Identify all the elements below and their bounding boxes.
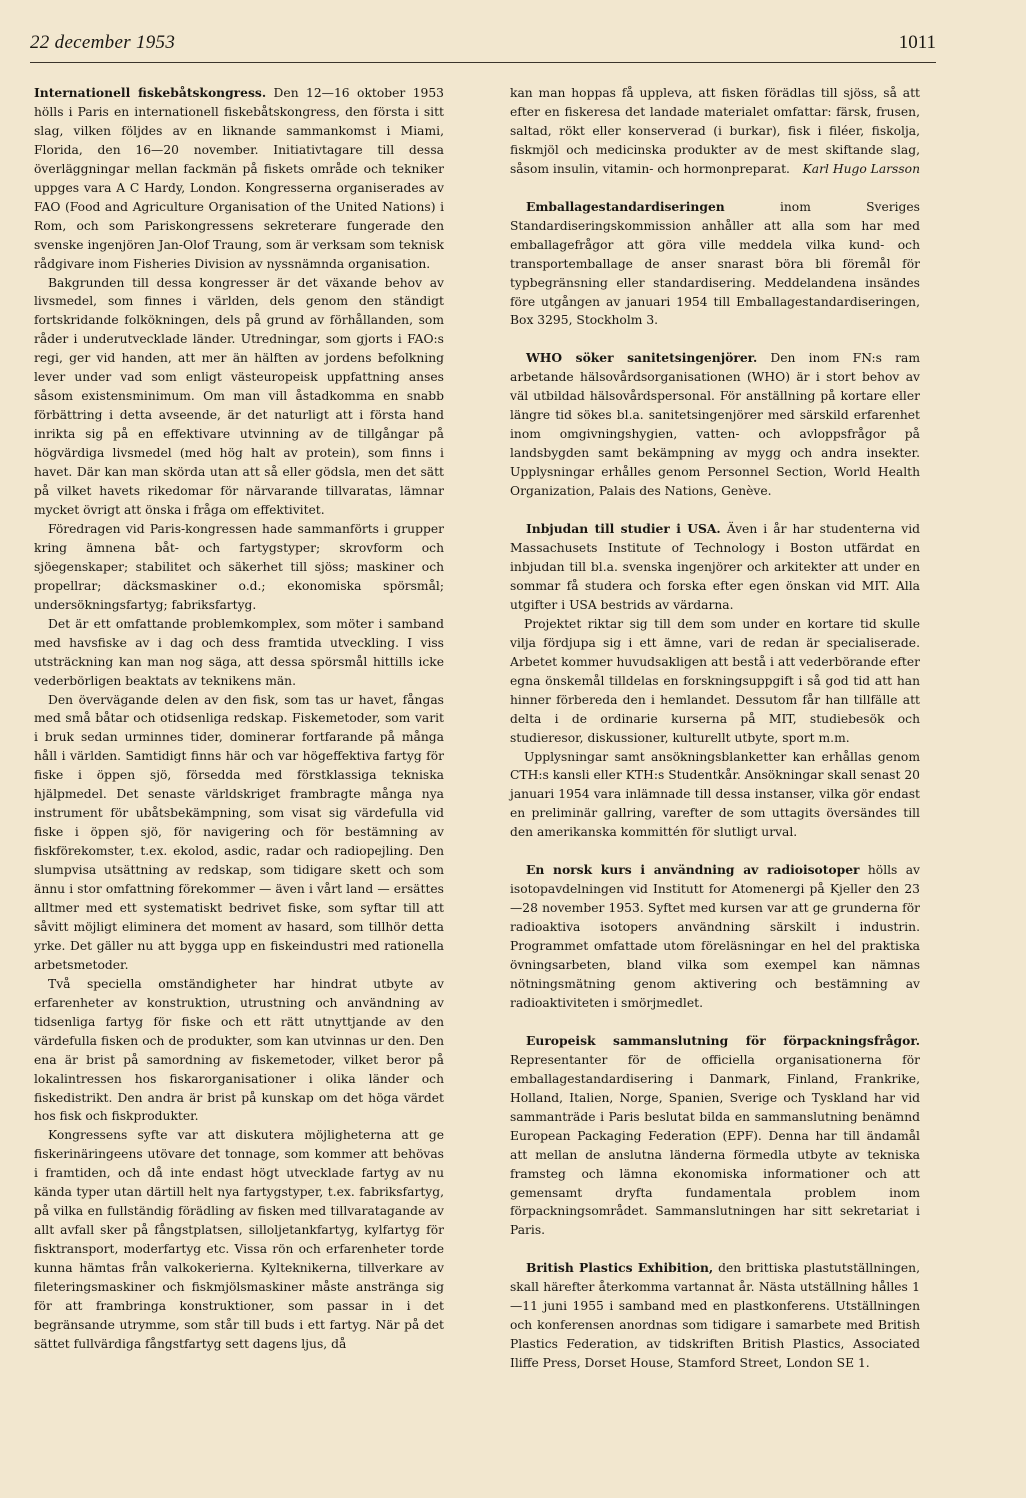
news-lead: Emballagestandardiseringen inom Sveriges Standardiseringskommission anhåller att alla som har med emballagefrågor att göra ville meddela vilka kund- och transportemballage de anser snarast böra bli föremål för typbegränsning eller standardisering. Meddelandena insändes före utgången av januari 1954 till Emballagestandardiseringen, Box 3295, Stockholm 3. xyxy=(510,198,920,328)
news-lead: WHO söker sanitetsingenjörer. Den inom FN:s ram arbetande hälsovårdsorganisationen (WHO) är i stort behov av väl utbildad hälsovårdspersonal. För anställning på kortare eller längre tid sökes bl.a. sanitetsingenjörer med särskild erfarenhet inom omgivningshygien, vatten- och avloppsfrågor på landsbygden samt bekämpning av mygg och andra insekter. Upplysningar erhålles genom Personnel Section, World Health Organization, Palais des Nations, Genève. xyxy=(510,350,920,499)
news-lead: En norsk kurs i användning av radioisotoper hölls av isotopavdelningen vid Institutt for Atomenergi på Kjeller den 23—28 november 1953. Syftet med kursen var att ge grunderna för radioaktiva isotopers användning särskilt i industrin. Programmet omfattade utom föreläsningar en hel del praktiska övningsarbeten, bland vilka som exempel kan nämnas nötningsmätning genom aktivering och bestämning av radioaktiviteten i smörjmedlet. xyxy=(510,862,920,1010)
left-column xyxy=(34,84,444,1354)
article-paragraph: Bakgrunden till dessa kongresser är det växande behov av livsmedel, som finnes i världen, dels genom den ständigt fortskridande folkökningen, dels på grund av förhållanden, som råder i underutvecklade länder. Utredningar, som gjorts i FAO:s regi, ger vid handen, att mer än hälften av jordens befolkning lever under vad som enligt västeuropeisk uppfattning anses såsom existensminimum. Om man vill åstadkomma en snabb förbättring i detta avseende, är det naturligt att i första hand inrikta sig på en effektivare utvinning av de tillgångar på högvärdiga livsmedel (med hög halt av protein), som finns i havet. Där kan man skörda utan att så eller gödsla, men det sätt på vilket havets rikedomar för närvarande tillvaratas, lämnar mycket övrigt att önska i fråga om effektivitet. xyxy=(34,275,444,517)
news-item xyxy=(510,198,920,331)
news-paragraph: Projektet riktar sig till dem som under en kortare tid skulle vilja fördjupa sig i ett ämne, vari de redan är specialiserade. Arbetet kommer huvudsakligen att bestå i att vederbörande efter egna önskemål tilldelas en forskningsuppgift i så god tid att han hinner förbereda den i hemlandet. Dessutom får han tillfälle att delta i de ordinarie kurserna på MIT, studiebesök och studieresor, diskussioner, kulturellt utbyte, sport m.m. xyxy=(510,616,920,745)
article-heading: Internationell fiskebåtskongress. xyxy=(34,85,267,100)
page-number: 1011 xyxy=(898,32,936,53)
article-paragraph: Två speciella omständigheter har hindrat utbyte av erfarenheter av konstruktion, utrustning och användning av tidsenliga fartyg för fiske och ett rätt utnyttjande av den värdefulla fisken och de produkter, som kan utvinnas ur den. Den ena är brist på samordning av fiskemetoder, vilket beror på lokalintressen hos fiskarorganisationer i olika länder och fiskedistrikt. Den andra är brist på kunskap om det höga värdet hos fisk och fiskprodukter. xyxy=(34,976,444,1124)
news-heading: En norsk kurs i användning av radioisotoper xyxy=(526,862,860,878)
continuation-text: kan man hoppas få uppleva, att fisken förädlas till sjöss, så att efter en fiskeresa det landade materialet omfattar: färsk, frusen, saltad, rökt eller konserverad (i burkar), fisk i filéer, fiskolja, fiskmjöl och medicinska produkter av de mest skiftande slag, såsom insulin, vitamin- och hormonpreparat. Karl Hugo Larsson xyxy=(510,84,920,179)
article-paragraph: Kongressens syfte var att diskutera möjligheterna att ge fiskerinäringeens utövare det tonnage, som kommer att behövas i framtiden, och då inte endast högt utvecklade fartyg av nu kända typer utan därtill helt nya fartygstyper, t.ex. fabriksfartyg, på vilka en fullständig förädling av fisken med tillvaratagande av allt avfall sker på fångstplatsen, silloljetankfartyg, kylfartyg för fisktransport, moderfartyg etc. Vissa rön och erfarenheter torde kunna hämtas från valkokerierna. Kylteknikerna, tillverkare av fileteringsmaskiner och fiskmjölsmaskiner måste anstränga sig för att frambringa konstruktioner, som passar in i det begränsande utrymme, som står till buds i ett fartyg. När på det sättet fullvärdiga fångstfartyg sett dagens ljus, då xyxy=(34,1128,444,1351)
article-continuation xyxy=(510,84,920,179)
article-paragraph: Den övervägande delen av den fisk, som tas ur havet, fångas med små båtar och otidsenliga redskap. Fiskemetoder, som varit i bruk sedan urminnes tider, dominerar fortfarande på många håll i världen. Samtidigt finns här och var högeffektiva fartyg för fiske i öppen sjö, försedda med förstklassiga tekniska hjälpmedel. Det senaste världskriget frambragte många nya instrument för ubåtsbekämpning, som visat sig värdefulla vid fiske i öppen sjö, för navigering och för bestämning av fiskförekomster, t.ex. ekolod, asdic, radar och radiopejling. Den slumpvisa utsättning av redskap, som tidigare skett och som ännu i stor omfattning förekommer — även i vårt land — ersättes alltmer med ett systematiskt bedrivet fiske, som syftar till att såvitt möjligt eliminera det moment av hasard, som tillhör detta yrke. Det gäller nu att bygga upp en fiskeindustri med rationella arbetsmetoder. xyxy=(34,692,444,972)
news-heading: WHO söker sanitetsingenjörer. xyxy=(526,350,758,366)
news-lead: Inbjudan till studier i USA. Även i år har studenterna vid Massachusets Institute of Technology i Boston utfärdat en inbjudan till bl.a. svenska ingenjörer och arkitekter att under en sommar få studera och forska efter egen önskan vid MIT. Alla utgifter i USA bestrids av värdarna. xyxy=(510,521,921,612)
news-lead: Europeisk sammanslutning för förpackningsfrågor. Representanter för de officiella organisationerna för emballagestandardisering i Danmark, Finland, Frankrike, Holland, Italien, Norge, Spanien, Sverige och Tyskland har vid sammanträde i Paris beslutat bilda en sammanslutning benämnd European Packaging Federation (EPF). Denna har till ändamål att mellan de anslutna länderna förmedla utbyte av tekniska framsteg och lämna ekonomiska informationer och att gemensamt dryfta fundamentala problem inom förpackningsområdet. Sammanslutningen har sitt sekretariat i Paris. xyxy=(510,1032,920,1238)
news-item xyxy=(510,1032,920,1240)
header-date: 22 december 1953 xyxy=(30,32,176,53)
author-signature: Karl Hugo Larsson xyxy=(802,161,920,176)
news-heading: British Plastics Exhibition, xyxy=(526,1260,714,1276)
news-heading: Europeisk sammanslutning för förpackningsfrågor. xyxy=(526,1032,920,1048)
news-item xyxy=(510,861,920,1013)
article-paragraph: Föredragen vid Paris-kongressen hade sammanförts i grupper kring ämnena båt- och fartygstyper; skrovform och sjöegenskaper; stabilitet och säkerhet till sjöss; maskiner och propellrar; däcksmaskiner o.d.; ekonomiska spörsmål; undersökningsfartyg; fabriksfartyg. xyxy=(34,521,444,612)
news-heading: Inbjudan till studier i USA. xyxy=(526,521,721,537)
news-heading: Emballagestandardiseringen xyxy=(526,198,725,214)
article-paragraph: Det är ett omfattande problemkomplex, som möter i samband med havsfiske av i dag och dess framtida utveckling. I viss utsträckning kan man nog säga, att dessa spörsmål hittills icke vederbörligen beaktats av teknikens män. xyxy=(34,616,444,688)
header-rule xyxy=(30,62,936,63)
news-paragraph: Upplysningar samt ansökningsblanketter kan erhållas genom CTH:s kansli eller KTH:s Studentkår. Ansökningar skall senast 20 januari 1954 vara inlämnade till dessa instanser, vilka gör endast en preliminär gallring, varefter de som uttagits översändes till den amerikanska kommittén för slutligt urval. xyxy=(510,749,920,840)
article-lead-text: Den 12—16 oktober 1953 hölls i Paris en internationell fiskebåtskongress, den första i sitt slag, vilken följdes av en liknande sammankomst i Miami, Florida, den 16—20 november. Initiativtagare till dessa överläggningar mellan fackmän på fiskets område och tekniker uppges vara A C Hardy, London. Kongresserna organiserades av FAO (Food and Agriculture Organisation of the United Nations) i Rom, och som Pariskongressens sekreterare fungerade den svenske ingenjören Jan-Olof Traung, som är verksam som teknisk rådgivare inom Fisheries Division av nyssnämnda organisation. xyxy=(34,86,445,271)
page-header xyxy=(30,30,936,62)
news-lead: British Plastics Exhibition, den brittiska plastutställningen, skall härefter återkomma vartannat år. Nästa utställning hålles 1—11 juni 1955 i samband med en plastkonferens. Utställningen och konferensen anordnas som tidigare i samarbete med British Plastics Federation, av tidskriften British Plastics, Associated Iliffe Press, Dorset House, Stamford Street, London SE 1. xyxy=(510,1260,920,1371)
right-column xyxy=(510,84,920,1392)
news-item xyxy=(510,349,920,501)
news-item xyxy=(510,1259,920,1373)
article-lead xyxy=(34,84,444,274)
news-item xyxy=(510,520,920,842)
